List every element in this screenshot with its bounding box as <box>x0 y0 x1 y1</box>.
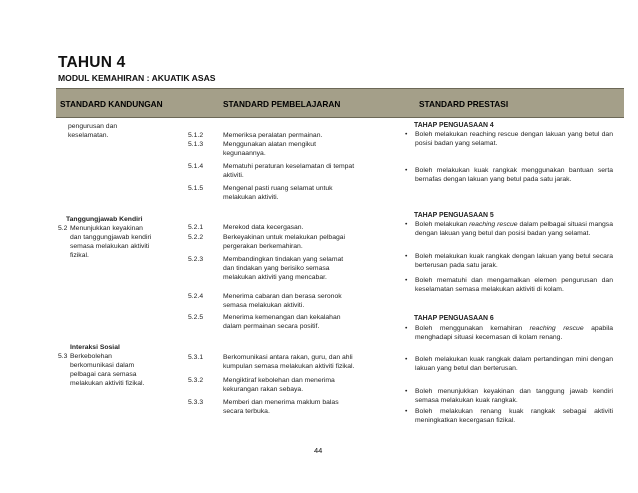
page-number: 44 <box>314 446 323 455</box>
sp-text: kumpulan semasa melakukan aktiviti fizikal. <box>223 363 355 371</box>
list-item <box>405 355 613 383</box>
sp-number: 5.1.5 <box>188 185 204 192</box>
bullet-icon: • <box>405 356 408 363</box>
sp-text: melakukan aktiviti yang mencabar. <box>223 274 327 282</box>
list-item <box>405 220 613 248</box>
sp-text: Mengenal pasti ruang selamat untuk <box>223 185 333 192</box>
header-standard-prestasi: STANDARD PRESTASI <box>419 99 509 109</box>
sp-text: Menggunakan alatan mengikut <box>223 141 316 148</box>
section-title-interaksi: Interaksi Sosial <box>70 344 120 351</box>
sp-text: Berkomunikasi antara rakan, guru, dan ahli <box>223 354 353 361</box>
sp-text: Menerima kemenangan dan kekalahan <box>223 314 341 321</box>
kandungan-line: fizikal. <box>70 252 89 259</box>
sp-text: semasa melakukan aktiviti. <box>223 302 305 310</box>
sp-text: Mengiktiraf kebolehan dan menerima <box>223 377 335 384</box>
sp-text: Berkeyakinan untuk melakukan pelbagai <box>223 234 346 241</box>
sp-number: 5.3.3 <box>188 399 204 406</box>
prestasi-text: Boleh melakukan reaching rescue dengan lakuan yang betul dan posisi badan yang selamat. <box>415 131 613 148</box>
sp-text: melakukan aktiviti. <box>223 194 279 202</box>
bullet-icon: • <box>405 388 408 395</box>
sp-number: 5.1.3 <box>188 141 204 148</box>
sp-text: Mematuhi peraturan keselamatan di tempat <box>223 163 355 170</box>
prestasi-text: Boleh menggunakan kemahiran reaching rescue apabila menghadapi situasi kecemasan di kolam renang. <box>415 325 614 342</box>
sp-text: Membandingkan tindakan yang selamat <box>223 256 344 263</box>
header-standard-kandungan: STANDARD KANDUNGAN <box>60 99 163 109</box>
bullet-icon: • <box>405 277 408 284</box>
sp-number: 5.1.4 <box>188 163 204 170</box>
sp-number: 5.3.2 <box>188 377 204 384</box>
section-title-tanggungjawab: Tanggungjawab Kendiri <box>66 216 143 223</box>
tahap-penguasaan-5: TAHAP PENGUASAAN 5 <box>414 212 494 219</box>
bullet-icon: • <box>405 167 408 174</box>
sp-number: 5.2.4 <box>188 293 204 300</box>
list-item <box>405 387 613 406</box>
table-header <box>56 88 624 118</box>
list-item <box>405 252 613 271</box>
prestasi-text: Boleh melakukan reaching rescue dalam pelbagai situasi mangsa dengan lakuan yang betul dan posisi badan yang selamat. <box>415 221 613 238</box>
sp-text: secara terbuka. <box>223 408 270 416</box>
list-item <box>405 276 613 304</box>
section-number: 5.2 <box>58 225 68 232</box>
kandungan-line: pelbagai cara semasa <box>70 371 137 378</box>
prestasi-text: Boleh melakukan kuak rangkak menggunakan bantuan serta bernafas dengan lakuan yang betul pada satu jarak. <box>415 167 613 184</box>
kandungan-cont-line: keselamatan. <box>68 132 109 139</box>
kandungan-line: semasa melakukan aktiviti <box>70 243 150 250</box>
prestasi-text: Boleh melakukan renang kuak rangkak sebagai aktiviti meningkatkan kecergasan fizikal. <box>415 408 613 425</box>
prestasi-text: Boleh mematuhi dan mengamalkan elemen pengurusan dan keselamatan semasa melakukan aktiviti di kolam. <box>415 277 613 294</box>
kandungan-line: melakukan aktiviti fizikal. <box>70 380 145 387</box>
list-item <box>405 324 613 352</box>
module-subtitle: MODUL KEMAHIRAN : AKUATIK ASAS <box>58 73 216 83</box>
sp-text: kekurangan rakan sebaya. <box>223 386 304 394</box>
sp-text: dalam permainan secara positif. <box>223 323 320 331</box>
prestasi-text: Boleh menunjukkan keyakinan dan tanggung jawab kendiri semasa melakukan kuak rangkak. <box>415 388 613 405</box>
bullet-icon: • <box>405 408 408 415</box>
sp-text: aktiviti. <box>223 172 244 180</box>
sp-text: Memeriksa peralatan permainan. <box>223 132 323 139</box>
kandungan-line: Berkebolehan <box>70 353 112 360</box>
list-item <box>405 166 613 194</box>
list-item <box>405 407 613 426</box>
prestasi-text: Boleh melakukan kuak rangkak dalam pertandingan mini dengan lakuan yang betul dan berterusan. <box>415 356 613 373</box>
tahap-penguasaan-6: TAHAP PENGUASAAN 6 <box>414 315 494 322</box>
section-number: 5.3 <box>58 353 68 360</box>
prestasi-text: Boleh melakukan kuak rangkak dengan lakuan yang betul secara berterusan pada satu jarak. <box>415 253 613 270</box>
kandungan-cont-line: pengurusan dan <box>68 123 118 130</box>
kandungan-line: Menunjukkan keyakinan <box>70 225 143 232</box>
bullet-icon: • <box>405 253 408 260</box>
list-item <box>405 130 613 158</box>
sp-text: dan tindakan yang berisiko semasa <box>223 265 330 273</box>
sp-number: 5.3.1 <box>188 354 204 361</box>
bullet-icon: • <box>405 131 408 138</box>
sp-text: Menerima cabaran dan berasa seronok <box>223 293 342 300</box>
sp-number: 5.2.2 <box>188 234 204 241</box>
sp-text: Memberi dan menerima maklum balas <box>223 399 339 406</box>
sp-number: 5.2.5 <box>188 314 204 321</box>
header-standard-pembelajaran: STANDARD PEMBELAJARAN <box>223 99 341 109</box>
sp-number: 5.1.2 <box>188 132 204 139</box>
bullet-icon: • <box>405 221 408 228</box>
tahap-penguasaan-4: TAHAP PENGUASAAN 4 <box>414 122 494 129</box>
sp-text: pergerakan berkemahiran. <box>223 243 303 251</box>
bullet-icon: • <box>405 325 408 332</box>
page-title: TAHUN 4 <box>58 54 126 71</box>
sp-text: Merekod data kecergasan. <box>223 224 304 231</box>
sp-number: 5.2.3 <box>188 256 204 263</box>
kandungan-line: dan tanggungjawab kendiri <box>70 234 152 241</box>
sp-number: 5.2.1 <box>188 224 204 231</box>
sp-text: kegunaannya. <box>223 150 266 158</box>
kandungan-line: berkomunikasi dalam <box>70 362 135 369</box>
